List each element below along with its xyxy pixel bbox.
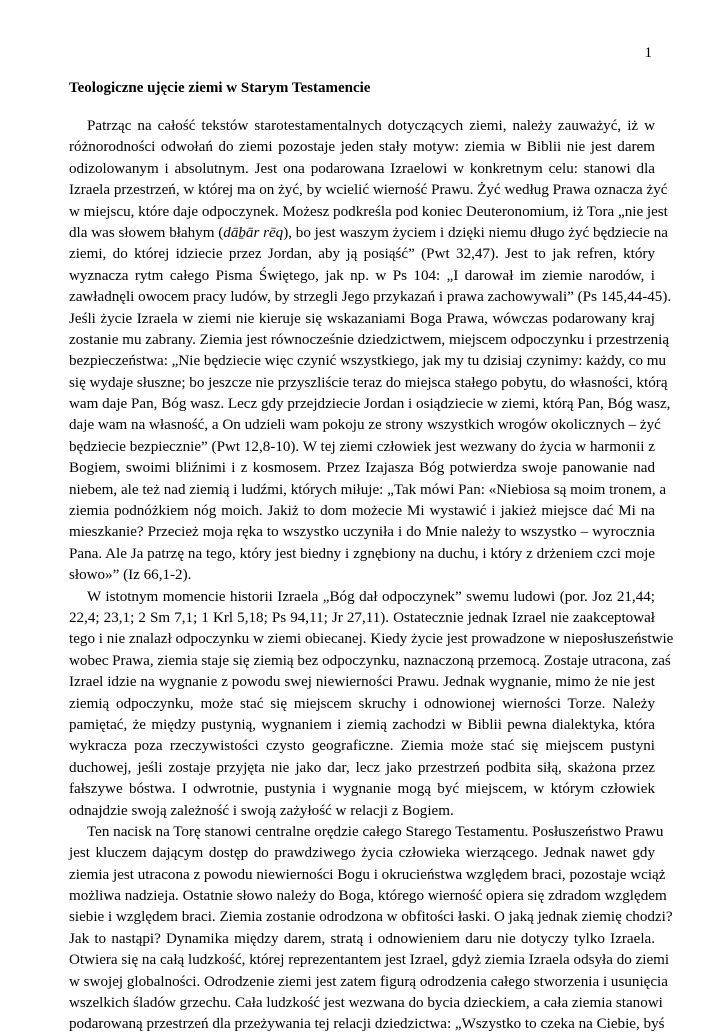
text-line: Bogiem, swoimi bliźnimi i z kosmosem. Przez Izajasza Bóg potwierdza swoje panowanie nad	[69, 460, 655, 477]
text-line: zostanie mu zabrany. Ziemia jest równocześnie dziedzictwem, miejscem odpoczynku i przestrzenią	[69, 331, 670, 348]
body-text	[69, 116, 674, 1036]
text-line: wyznacza rytm całego Pisma Świętego, jak np. w Ps 104: „I darował im ziemie narodów, i	[69, 267, 655, 284]
text-line: słowo»” (Iz 66,1-2).	[69, 567, 192, 584]
text-line: Patrząc na całość tekstów starotestamentalnych dotyczących ziemi, należy zauważyć, iż w	[87, 118, 655, 134]
text-line: Pana. Ale Ja patrzę na tego, który jest biedny i zgnębiony na duchu, i który z drżeniem czci moje	[69, 545, 655, 562]
text-line: niebem, ale też nad ziemią i ludźmi, których miłuje: „Tak mówi Pan: «Niebiosa są moim tronem, a	[69, 481, 667, 498]
text-line: wykracza poza rzeczywistości czysto geograficzne. Ziemia może stać się miejscem pustyni	[69, 738, 655, 755]
text-line: różnorodności odwołań do ziemi pozostaje jeden stały motyw: ziemia w Biblii nie jest darem	[69, 139, 655, 156]
text-line: Jeśli życie Izraela w ziemi nie kieruje się wskazaniami Boga Prawa, wówczas podarowany kraj	[69, 310, 655, 327]
text-line: wszelkich śladów grzechu. Cała ludzkość jest wezwana do bycia dzieckiem, a cała ziemia stanowi	[69, 995, 663, 1012]
page-number: 1	[644, 45, 652, 61]
text-line: ziemią odpoczynku, może stać się miejscem skruchy i odnowionej wierności Torze. Należy	[69, 695, 655, 712]
text-line: pamiętać, że między pustynią, wygnaniem i ziemią zachodzi w Biblii pewna dialektyka, która	[69, 716, 655, 733]
text-line: się wydaje słuszne; bo jeszcze nie przyszliście teraz do miejsca stałego pobytu, do własności, którą	[69, 374, 668, 391]
text-line: jest kluczem dającym dostęp do prawdziwego życia człowieka wierzącego. Jednak nawet gdy	[69, 845, 655, 862]
text-line: wobec Prawa, ziemia staje się ziemią bez odpoczynku, naznaczoną przemocą. Zostaje utracona, zaś	[69, 652, 671, 669]
text-line: w swojej globalności. Odrodzenie ziemi jest zatem figurą odrodzenia całego stworzenia i usunięcia	[69, 973, 668, 990]
text-line: zawładnęli owocem pracy ludów, by strzegli Jego przykazań i prawa zachowywali” (Ps 145,44-45).	[69, 289, 672, 306]
text-line: mieszkanie? Przecież moja ręka to wszystko uczyniła i do Mnie należy to wszystko – wyrocznia	[69, 524, 655, 541]
text-line: fałszywe bóstwa. I odwrotnie, pustynia i wygnanie mogą być miejscem, w którym człowiek	[69, 781, 655, 798]
text-line: tego i nie znalazł odpoczynku w ziemi obiecanej. Kiedy życie jest prowadzone w nieposłuszeństwie	[69, 631, 674, 648]
text-line: ziemi, do której idziecie przez Jordan, aby ją posiąść” (Pwt 32,47). Jest to jak refren, który	[69, 246, 655, 263]
text-line: daje wam na własność, a On udzieli wam pokoju ze strony wszystkich wrogów okolicznych – żyć	[69, 417, 661, 434]
text-line: ziemia jest utracona z powodu niewierności Bogu i okrucieństwa względem braci, pozostaje wciąż	[69, 866, 666, 883]
text-line: wam daje Pan, Bóg wasz. Lecz gdy przejdziecie Jordan i osiądziecie w ziemi, którą Pan, Bóg wasz,	[69, 396, 671, 413]
text-line: bezpieczeństwa: „Nie będziecie więc czynić wszystkiego, jak my tu dzisiaj czynimy: każdy, co mu	[69, 353, 667, 370]
text-line: Jak to nastąpi? Dynamika między darem, stratą i odnowieniem daru nie dotyczy tylko Izraela.	[69, 930, 655, 947]
text-line: podarowaną przestrzeń dla przeżywania tej relacji dziedzictwa: „Wszystko to czeka na Ciebie, byś	[69, 1016, 665, 1033]
text-line: siebie i względem braci. Ziemia zostanie odrodzona w obfitości łaski. O jaką jednak ziemię chodzi?	[69, 909, 673, 926]
text-line: odnajdzie swoją zależność i swoją zażyłość w relacji z Bogiem.	[69, 802, 454, 819]
text-line: będziecie bezpiecznie” (Pwt 12,8-10). W tej ziemi człowiek jest wezwany do życia w harmonii z	[69, 438, 655, 455]
text-line: Izraela przestrzeń, w której ma on żyć, by wcielić wierność Prawu. Żyć według Prawa oznacza żyć	[69, 182, 668, 199]
text-line: 22,4; 23,1; 2 Sm 7,1; 1 Krl 5,18; Ps 94,11; Jr 27,11). Ostatecznie jednak Izrael nie zaakceptował	[69, 609, 655, 626]
text-line: ziemia podnóżkiem nóg moich. Jakiż to dom możecie Mi wystawić i jakież miejsce dać Mi na	[69, 503, 655, 520]
text-line: Otwiera się na całą ludzkość, której reprezentantem jest Izrael, gdyż ziemia Izraela odsyła do ziemi	[69, 952, 670, 969]
document-title: Teologiczne ujęcie ziemi w Starym Testamencie	[69, 80, 371, 96]
text-line: Ten nacisk na Torę stanowi centralne orędzie całego Starego Testamentu. Posłuszeństwo Prawu	[87, 823, 664, 840]
text-line: możliwa nadzieja. Ostatnie słowo należy do Boga, którego wierność opiera się zdradom względem	[69, 888, 667, 905]
text-line: Izrael idzie na wygnanie z powodu swej niewierności Prawu. Jednak wygnanie, mimo że nie jest	[69, 674, 655, 691]
text-line: w miejscu, które daje odpoczynek. Możesz podkreśla pod koniec Deuteronomium, iż Tora „nie jest	[69, 203, 668, 220]
transliteration: dāḇār rēq	[223, 224, 284, 241]
text-line: duchowej, jeśli zostaje przyjęta nie jako dar, lecz jako przestrzeń podbita siłą, skażona przez	[69, 759, 655, 776]
text-line: dla was słowem błahym (dāḇār rēq), bo jest waszym życiem i dzięki niemu długo żyć będziecie na	[69, 224, 668, 241]
text-line: W istotnym momencie historii Izraela „Bóg dał odpoczynek” swemu ludowi (por. Joz 21,44;	[87, 588, 655, 605]
text-line: odizolowanym i absolutnym. Jest ona podarowana Izraelowi w konkretnym celu: stanowi dla	[69, 160, 655, 177]
